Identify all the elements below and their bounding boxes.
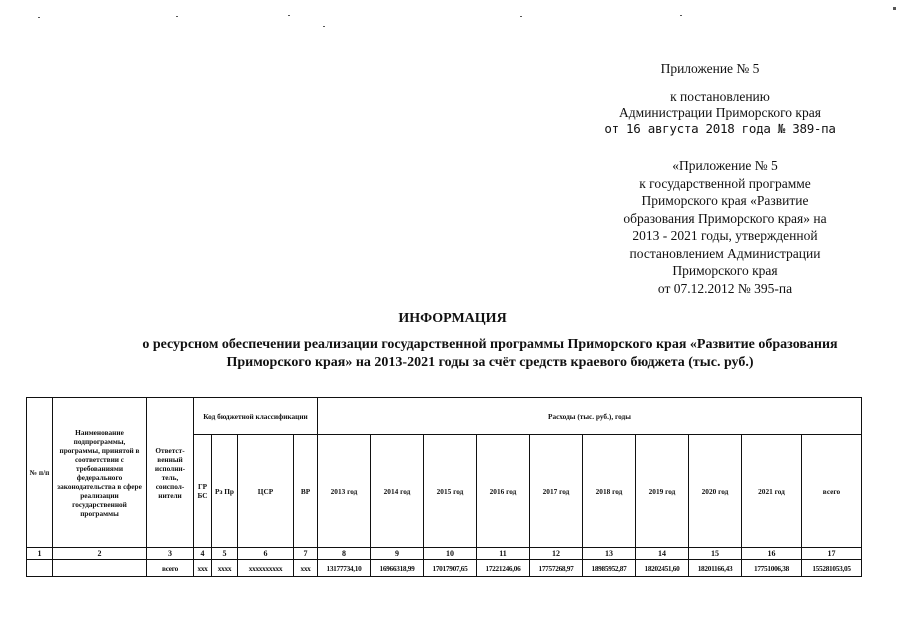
- program-line: от 07.12.2012 № 395-па: [657, 280, 793, 296]
- header-year: 2017 год: [530, 435, 583, 548]
- scan-speck: [288, 15, 290, 16]
- program-line: Приморского края «Развитие: [641, 193, 809, 208]
- appendix-title: Приложение № 5: [660, 61, 760, 76]
- program-line: 2013 - 2021 годы, утвержденной: [632, 228, 818, 243]
- column-number: 6: [238, 548, 294, 560]
- column-number: 12: [530, 548, 583, 560]
- cell-2017: 17757268,97: [530, 560, 583, 577]
- program-line: Приморского края: [672, 263, 778, 278]
- column-number: 15: [689, 548, 742, 560]
- resource-table: [26, 397, 862, 577]
- column-number: 9: [371, 548, 424, 560]
- cell-csr: хххххххххх: [238, 560, 294, 577]
- column-number: 16: [742, 548, 802, 560]
- cell-vr: ххх: [294, 560, 318, 577]
- scan-speck: [323, 26, 325, 27]
- resolution-line: к постановлению: [670, 89, 770, 104]
- header-vr: ВР: [294, 435, 318, 548]
- scan-speck: [893, 7, 896, 10]
- resolution-line: Администрации Приморского края: [619, 105, 821, 120]
- cell-total: 155281053,05: [802, 560, 862, 577]
- scan-speck: [680, 15, 682, 16]
- header-total: всего: [802, 435, 862, 548]
- header-year: 2021 год: [742, 435, 802, 548]
- scan-speck: [520, 16, 522, 17]
- resolution-date-line: от 16 августа 2018 года № 389-па: [604, 121, 836, 136]
- table-row: [27, 560, 862, 577]
- program-line: постановлением Администрации: [629, 245, 821, 261]
- header-year: 2020 год: [689, 435, 742, 548]
- column-number: 3: [147, 548, 194, 560]
- scan-speck: [38, 17, 40, 18]
- column-number: 14: [636, 548, 689, 560]
- cell-2013: 13177734,10: [318, 560, 371, 577]
- column-number: 11: [477, 548, 530, 560]
- header-grbs: ГР БС: [194, 435, 212, 548]
- column-number: 1: [27, 548, 53, 560]
- column-number: 7: [294, 548, 318, 560]
- column-number: 10: [424, 548, 477, 560]
- program-line: «Приложение № 5: [672, 158, 778, 173]
- header-year: 2019 год: [636, 435, 689, 548]
- cell-responsible: всего: [147, 560, 194, 577]
- scan-speck: [176, 16, 178, 17]
- header-year: 2014 год: [371, 435, 424, 548]
- header-year: 2013 год: [318, 435, 371, 548]
- header-year: 2016 год: [477, 435, 530, 548]
- column-number: 8: [318, 548, 371, 560]
- document-subtitle: о ресурсном обеспечении реализации государственной программы Приморского края «Развитие образования: [142, 337, 838, 352]
- header-year: 2015 год: [424, 435, 477, 548]
- column-number: 4: [194, 548, 212, 560]
- program-line: образования Приморского края» на: [623, 210, 827, 226]
- cell-2014: 16966318,99: [371, 560, 424, 577]
- header-budget-code: Код бюджетной классификации: [194, 398, 318, 435]
- document-title: ИНФОРМАЦИЯ: [398, 311, 507, 326]
- cell-rzpr: хххх: [212, 560, 238, 577]
- header-csr: ЦСР: [238, 435, 294, 548]
- cell-name: [53, 560, 147, 577]
- header-responsible: Ответст-венный исполни-тель, соиспол-нители: [147, 398, 194, 548]
- header-year: 2018 год: [583, 435, 636, 548]
- cell-2015: 17017907,65: [424, 560, 477, 577]
- header-expenses: Расходы (тыс. руб.), годы: [318, 398, 862, 435]
- header-rzpr: Рз Пр: [212, 435, 238, 548]
- cell-2020: 18201166,43: [689, 560, 742, 577]
- column-number: 2: [53, 548, 147, 560]
- cell-2021: 17751006,38: [742, 560, 802, 577]
- resolution-reference: [590, 89, 850, 137]
- cell-2018: 18985952,87: [583, 560, 636, 577]
- cell-grbs: ххх: [194, 560, 212, 577]
- program-line: к государственной программе: [639, 175, 811, 191]
- column-number: 5: [212, 548, 238, 560]
- cell-2016: 17221246,06: [477, 560, 530, 577]
- header-name: Наименование подпрограммы, программы, принятой в соответствии с требованиями федерального законодательства в сфере реализации государственной программы: [53, 398, 147, 548]
- column-number: 13: [583, 548, 636, 560]
- document-subtitle: Приморского края» на 2013-2021 годы за счёт средств краевого бюджета (тыс. руб.): [226, 355, 754, 370]
- column-number: 17: [802, 548, 862, 560]
- cell-num: [27, 560, 53, 577]
- header-num: № п/п: [27, 398, 53, 548]
- cell-2019: 18202451,60: [636, 560, 689, 577]
- program-appendix-reference: [600, 157, 850, 297]
